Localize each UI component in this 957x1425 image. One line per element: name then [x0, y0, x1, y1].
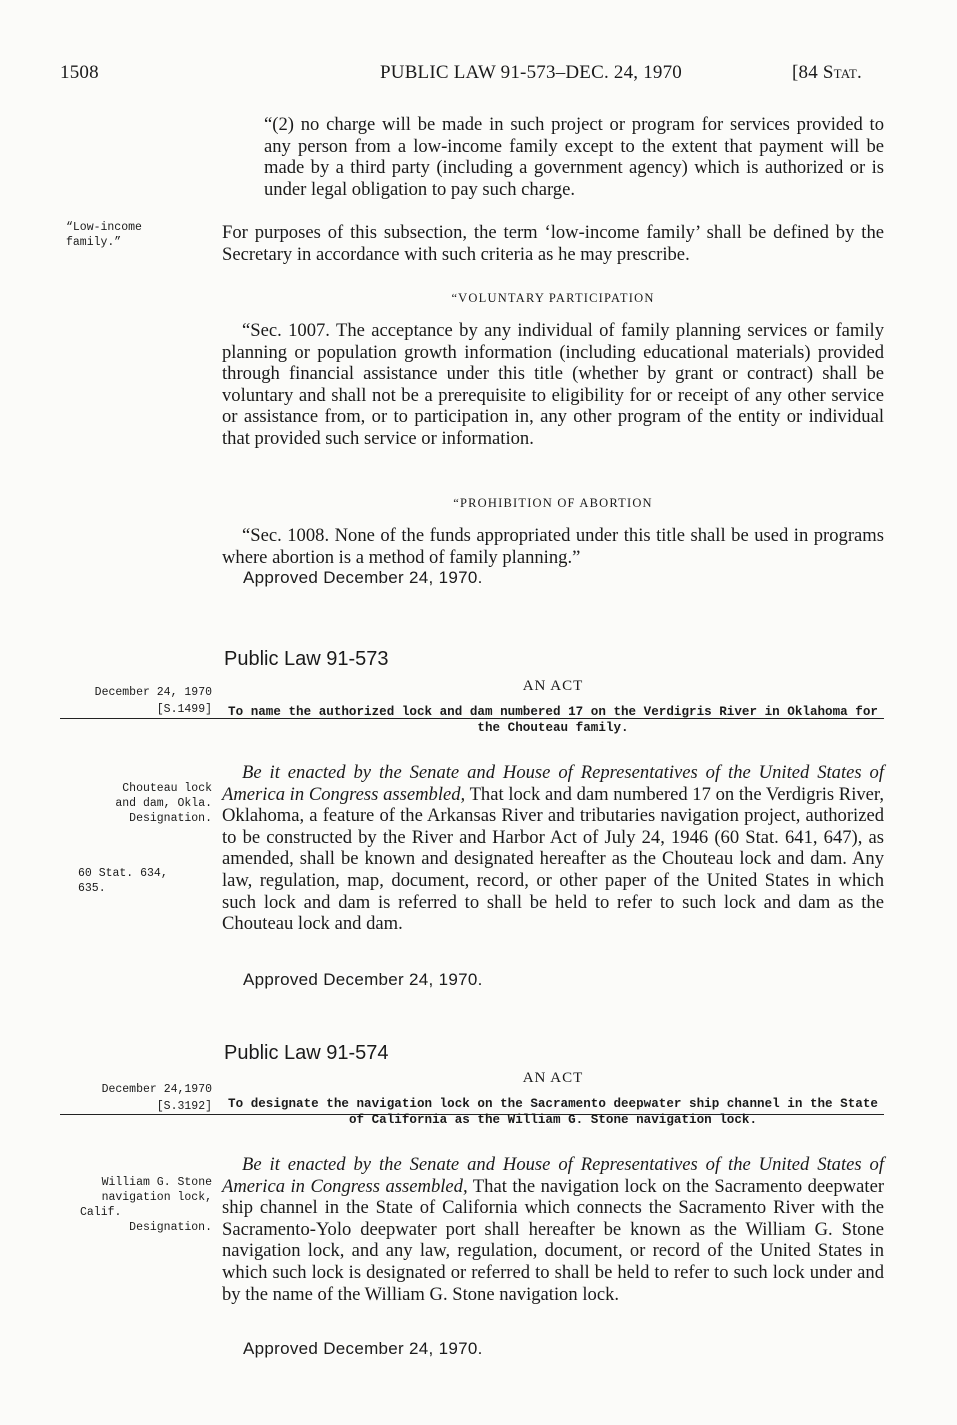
sec-1008-heading: “PROHIBITION OF ABORTION — [453, 496, 653, 510]
law-574-purpose: To designate the navigation lock on the Sacramento deepwater ship channel in the State of California as the William G. Stone navigation lock. — [228, 1097, 878, 1127]
margin-note-line: navigation lock, — [101, 1191, 212, 1204]
margin-note-low-income: “Low-income family.” — [66, 221, 142, 249]
law-574-date: December 24,1970 — [101, 1083, 212, 1096]
margin-note-line: William G. Stone — [101, 1176, 212, 1189]
running-title: PUBLIC LAW 91-573–DEC. 24, 1970 — [380, 62, 682, 83]
law-574-body — [222, 1154, 884, 1305]
law-573-date: December 24, 1970 — [94, 686, 212, 699]
sec-1007-heading: “VOLUNTARY PARTICIPATION — [451, 291, 655, 305]
sec-1007-text: “Sec. 1007. The acceptance by any individual of family planning services or family planning or population growth information (including educational materials) provided through financial assistance under this title (whether by grant or contract) shall be voluntary and shall not be a prerequisite to eligibility for or receipt of any other service or assistance from, or to participation in, any other program of the entity or individual that provided such service or information. — [222, 320, 884, 449]
law-573-approved: Approved December 24, 1970. — [243, 970, 483, 989]
volume-reference: [84 Stat. — [792, 62, 862, 83]
law-573-enacting-clause: Be it enacted by the Senate and House of Representatives of the United States of America in Congress assembled, — [222, 762, 884, 805]
law-574-enacting-clause: Be it enacted by the Senate and House of Representatives of the United States of America in Congress assembled, — [222, 1154, 884, 1197]
law-573-bill: [S.1499] — [156, 703, 212, 716]
law-574-text: That the navigation lock on the Sacramento deepwater ship channel in the State of California which connects the Sacramento River with the Sacramento-Yolo deepwater port shall hereafter be known as the William G. Stone navigation lock, and any law, regulation, document, or record of the United States in which such lock is designated or referred to shall be held to refer to such lock under and by the name of the William G. Stone navigation lock. — [222, 1175, 885, 1305]
margin-note-line: 635. — [78, 882, 106, 895]
margin-note-line: 60 Stat. 634, — [78, 867, 168, 880]
margin-note-line: Calif. — [80, 1206, 122, 1219]
law-573-statute-note — [78, 866, 230, 896]
margin-note-line: and dam, Okla. — [115, 797, 212, 810]
law-574-bill: [S.3192] — [156, 1100, 212, 1113]
sec-1008-text: “Sec. 1008. None of the funds appropriated under this title shall be used in programs where abortion is a method of family planning.” — [222, 525, 884, 568]
clause-2-text: “(2) no charge will be made in such project or program for services provided to any person from a low-income family except to the extent that payment will be made by a third party (including a government agency) which is authorized or is under legal obligation to pay such charge. — [264, 114, 884, 200]
law-573-body — [222, 762, 884, 935]
definition-text: For purposes of this subsection, the term ‘low-income family’ shall be defined by the Secretary in accordance with such criteria as he may prescribe. — [222, 222, 884, 265]
page-number: 1508 — [60, 62, 99, 83]
margin-note-line: Designation. — [129, 1221, 212, 1234]
law-574-approved: Approved December 24, 1970. — [243, 1339, 483, 1358]
law-574-title: Public Law 91-574 — [224, 1042, 389, 1064]
law-573-purpose: To name the authorized lock and dam numbered 17 on the Verdigris River in Oklahoma for the Chouteau family. — [228, 705, 878, 735]
sec-1008-approved: Approved December 24, 1970. — [243, 568, 483, 587]
margin-note-line: Chouteau lock — [122, 782, 212, 795]
law-574-margin-note — [60, 1175, 212, 1235]
law-573-text: That lock and dam numbered 17 on the Verdigris River, Oklahoma, a feature of the Arkansas River and tributaries navigation project, authorized to be constructed by the River and Harbor Act of July 24, 1946 (60 Stat. 641, 647), as amended, shall be known and designated hereafter as the Chouteau lock and dam. Any law, regulation, map, document, record, or other paper of the United States in which such lock and dam is referred to shall be held to refer to such lock and dam as the Chouteau lock and dam. — [222, 783, 885, 935]
law-573-an-act: AN ACT — [522, 678, 584, 694]
law-573-margin-note — [60, 781, 212, 826]
margin-note-line: Designation. — [129, 812, 212, 825]
law-573-title: Public Law 91-573 — [224, 648, 389, 670]
law-574-an-act: AN ACT — [522, 1070, 584, 1086]
